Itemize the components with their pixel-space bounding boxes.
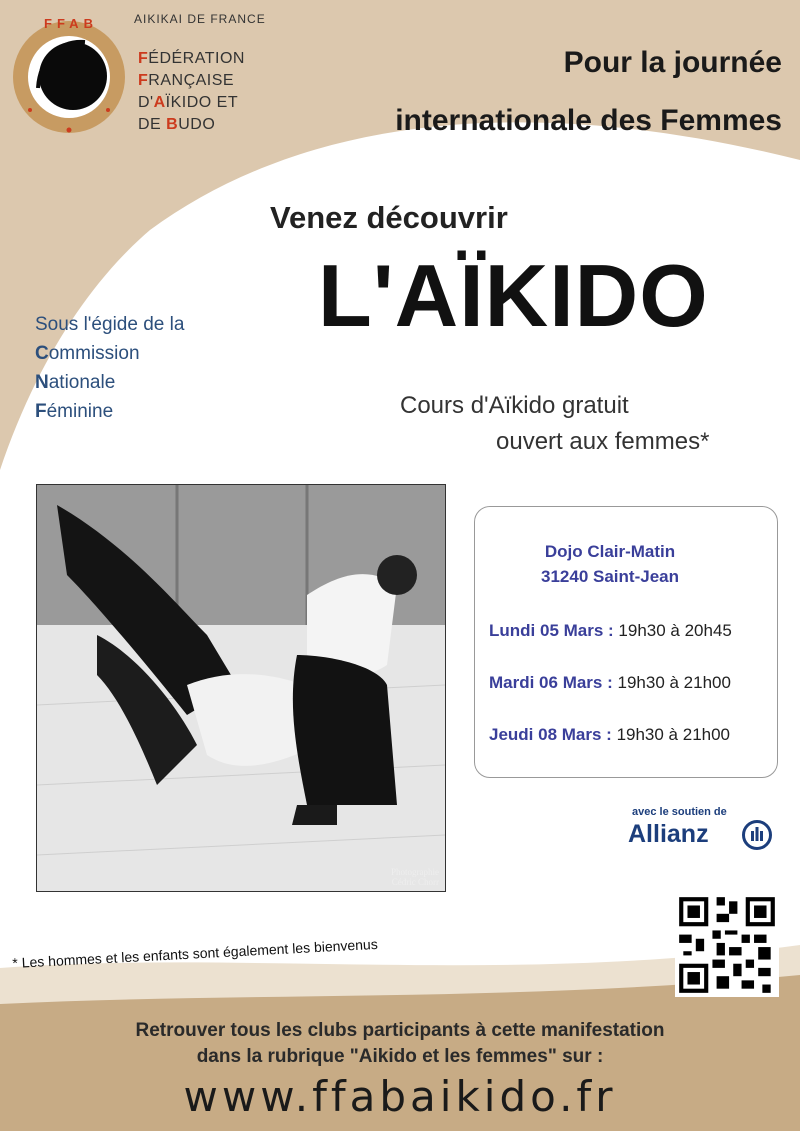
header-title	[282, 34, 782, 150]
federation-line-3: D'AÏKIDO ET	[138, 94, 239, 111]
venue	[475, 539, 745, 589]
footnote: * Les hommes et les enfants sont également les bienvenus	[12, 935, 379, 971]
header-title-line-1: Pour la journée	[563, 46, 782, 79]
footer-line-2: dans la rubrique "Aikido et les femmes" sur :	[196, 1046, 604, 1067]
session-day: Lundi 05 Mars :	[489, 621, 614, 640]
federation-line-2: FRANÇAISE	[138, 72, 235, 89]
website-link[interactable]: www.ffabaikido.fr	[183, 1072, 617, 1121]
qr-code[interactable]	[675, 893, 779, 997]
egide-line-2: Commission	[35, 343, 140, 364]
free-course-line-1: Cours d'Aïkido gratuit	[400, 392, 629, 419]
venue-name: Dojo Clair-Matin	[544, 542, 676, 561]
session-row	[489, 621, 732, 641]
sponsor-tagline: avec le soutien de	[632, 806, 727, 818]
sponsor-name: Allianz	[628, 820, 709, 848]
session-row	[489, 725, 730, 745]
session-time: 19h30 à 21h00	[617, 673, 731, 692]
aikido-photo-illustration	[37, 485, 445, 891]
free-course-text	[400, 388, 709, 460]
intro-text: Venez découvrir	[270, 200, 508, 235]
session-time: 19h30 à 21h00	[616, 725, 731, 744]
header-title-line-2: internationale des Femmes	[395, 104, 782, 137]
federation-line-4: DE BUDO	[138, 116, 216, 133]
egide-line-3: Nationale	[35, 372, 116, 393]
federation-line-1: FÉDÉRATION	[138, 50, 245, 67]
footer-text	[0, 1018, 800, 1070]
free-course-line-2: ouvert aux femmes*	[496, 428, 710, 455]
brand-top-line: AIKIKAI DE FRANCE	[134, 12, 266, 26]
ffab-logo	[10, 18, 128, 136]
footer-line-1: Retrouver tous les clubs participants à cette manifestation	[135, 1020, 665, 1041]
egide-text	[35, 310, 184, 426]
egide-line-4: Féminine	[35, 401, 114, 422]
federation-name	[138, 48, 245, 136]
main-title: L'AÏKIDO	[318, 246, 709, 345]
aikido-photo	[36, 484, 446, 892]
session-time: 19h30 à 20h45	[618, 621, 732, 640]
photo-credit: Photographie Cédric Chorr	[391, 867, 439, 887]
session-row	[489, 673, 731, 693]
venue-city: 31240 Saint-Jean	[541, 567, 679, 586]
allianz-logo	[628, 806, 778, 852]
schedule-box	[474, 506, 778, 778]
logo-ring-text: FFAB	[44, 16, 98, 31]
session-day: Jeudi 08 Mars :	[489, 725, 612, 744]
session-day: Mardi 06 Mars :	[489, 673, 613, 692]
allianz-eagle-icon	[742, 820, 772, 850]
egide-line-1: Sous l'égide de la	[35, 314, 185, 335]
